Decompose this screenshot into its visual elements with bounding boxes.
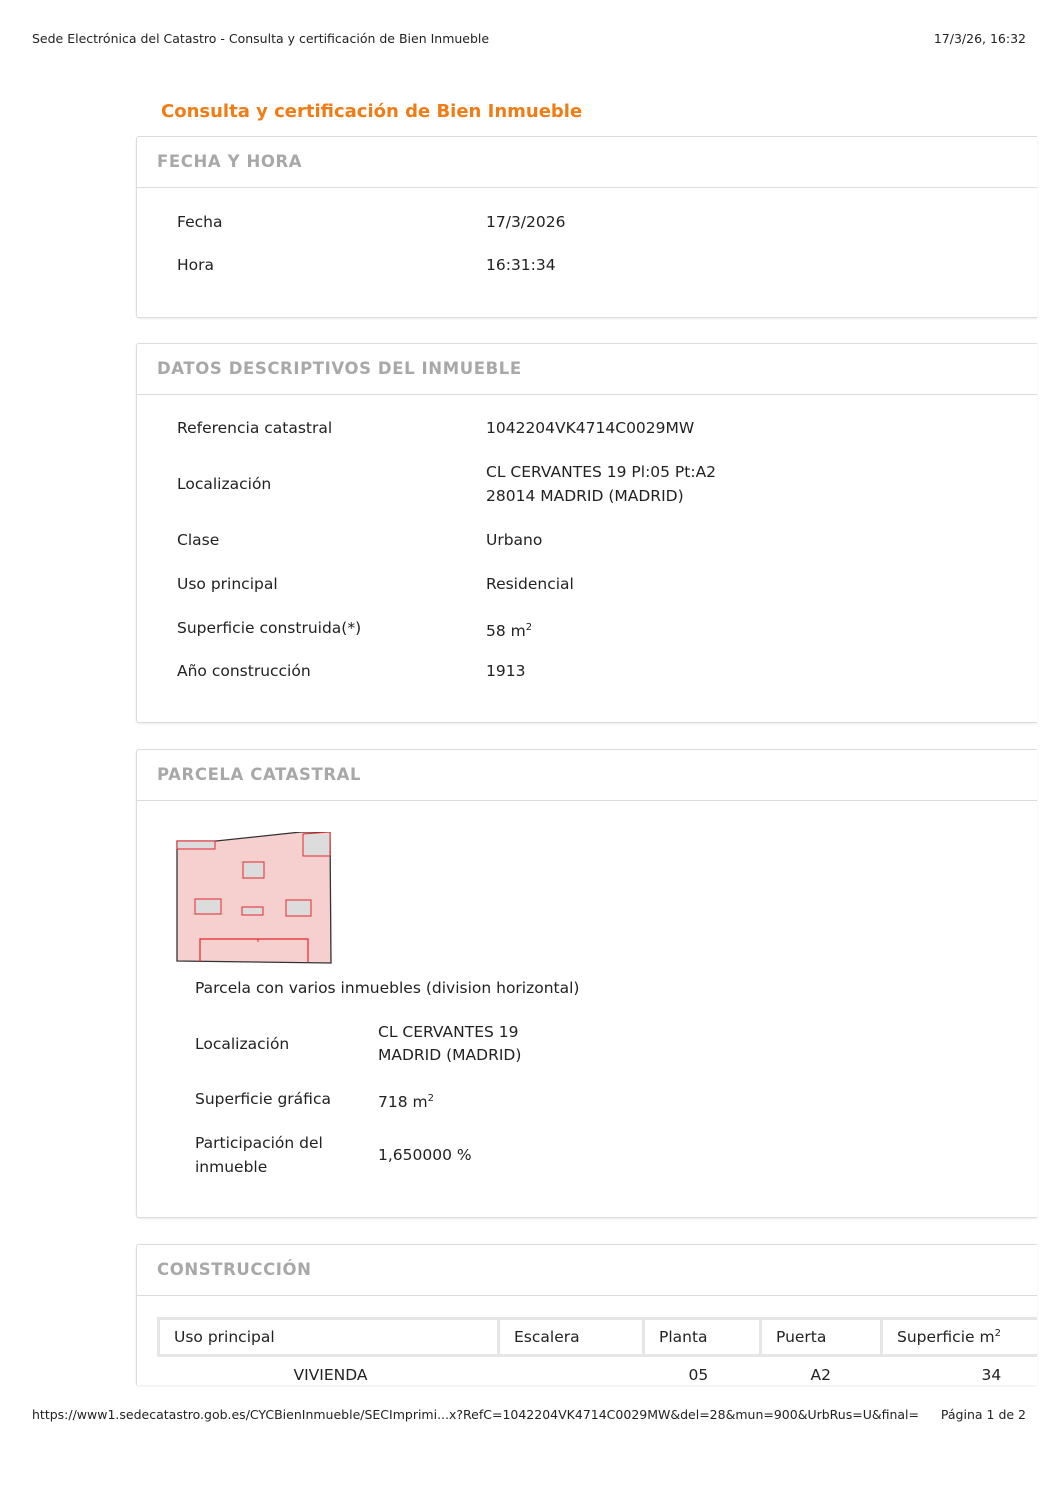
construccion-panel [136, 1244, 1037, 1385]
cell-puerta: A2 [810, 1366, 831, 1384]
patio-left [177, 841, 215, 849]
hora-label: Hora [177, 256, 215, 274]
fecha-label: Fecha [177, 213, 223, 231]
col-superficie-text: Superficie m [897, 1328, 995, 1347]
parcela-map-image [175, 832, 335, 968]
col-puerta: Puerta [761, 1319, 882, 1356]
fecha-hora-heading [137, 137, 1037, 188]
cell-planta: 05 [688, 1366, 709, 1384]
parcela-sup-label: Superficie gráfica [195, 1090, 331, 1108]
fecha-hora-panel [136, 136, 1037, 318]
referencia-label: Referencia catastral [177, 419, 333, 437]
construccion-table [157, 1317, 1037, 1385]
clase-value: Urbano [486, 531, 543, 549]
superficie-label: Superficie construida(*) [177, 619, 362, 637]
datos-heading [137, 344, 1037, 395]
participacion-label-2: inmueble [195, 1158, 268, 1176]
patio-right [303, 832, 330, 856]
print-footer-page: Página 1 de 2 [940, 1407, 1026, 1422]
parcela-sup-value [378, 1087, 434, 1114]
uso-label: Uso principal [177, 575, 278, 593]
patio-mid-right [286, 900, 311, 916]
localizacion-label: Localización [177, 475, 272, 493]
page-title: Consulta y certificación de Bien Inmueble [161, 101, 583, 122]
col-superficie-sup: 2 [994, 1327, 1001, 1339]
cell-superficie: 34 [981, 1366, 1002, 1384]
patio-top [243, 862, 264, 878]
anio-value: 1913 [486, 662, 526, 680]
table-row [159, 1356, 1038, 1386]
col-superficie [882, 1319, 1038, 1356]
parcela-panel [136, 749, 1037, 1218]
referencia-value: 1042204VK4714C0029MW [486, 419, 695, 437]
hora-value: 16:31:34 [486, 256, 556, 274]
parcela-desc: Parcela con varios inmuebles (division horizontal) [195, 979, 580, 997]
localizacion-line1: CL CERVANTES 19 Pl:05 Pt:A2 [486, 463, 717, 481]
construccion-heading [137, 1245, 1037, 1296]
datos-heading-text: DATOS DESCRIPTIVOS DEL INMUEBLE [157, 359, 522, 378]
superficie-unit-sup: 2 [525, 622, 533, 633]
uso-value: Residencial [486, 575, 574, 593]
col-planta: Planta [644, 1319, 761, 1356]
parcela-loc-line2: MADRID (MADRID) [378, 1046, 522, 1064]
col-uso-principal: Uso principal [159, 1319, 499, 1356]
patio-mid-left [195, 899, 221, 914]
col-escalera: Escalera [499, 1319, 644, 1356]
cell-escalera [499, 1356, 644, 1386]
parcela-sup-unit-sup: 2 [427, 1093, 434, 1104]
print-header-datetime: 17/3/26, 16:32 [933, 31, 1026, 46]
parcela-loc-label: Localización [195, 1035, 290, 1053]
parcela-sup-number: 718 m [378, 1093, 428, 1112]
participacion-value: 1,650000 % [378, 1146, 472, 1164]
construccion-header-row [159, 1319, 1038, 1356]
construccion-heading-text: CONSTRUCCIÓN [157, 1260, 312, 1279]
clase-label: Clase [177, 531, 220, 549]
print-header-title: Sede Electrónica del Catastro - Consulta y certificación de Bien Inmueble [32, 31, 490, 46]
parcela-loc-line1: CL CERVANTES 19 [378, 1023, 519, 1041]
print-footer-url: https://www1.sedecatastro.gob.es/CYCBienInmueble/SECImprimi...x?RefC=1042204VK4714C0029MW&del=28&mun=900&UrbRus=U&final= [32, 1407, 919, 1422]
localizacion-line2: 28014 MADRID (MADRID) [486, 487, 684, 505]
patio-mid-center [242, 907, 263, 915]
parcela-heading [137, 750, 1037, 801]
parcela-heading-text: PARCELA CATASTRAL [157, 765, 362, 784]
superficie-number: 58 m [486, 622, 526, 641]
fecha-value: 17/3/2026 [486, 213, 566, 231]
cell-uso: VIVIENDA [293, 1366, 368, 1384]
participacion-label-1: Participación del [195, 1134, 323, 1152]
superficie-value [486, 616, 532, 643]
anio-label: Año construcción [177, 662, 311, 680]
datos-descriptivos-panel [136, 343, 1037, 723]
fecha-hora-heading-text: FECHA Y HORA [157, 152, 303, 171]
